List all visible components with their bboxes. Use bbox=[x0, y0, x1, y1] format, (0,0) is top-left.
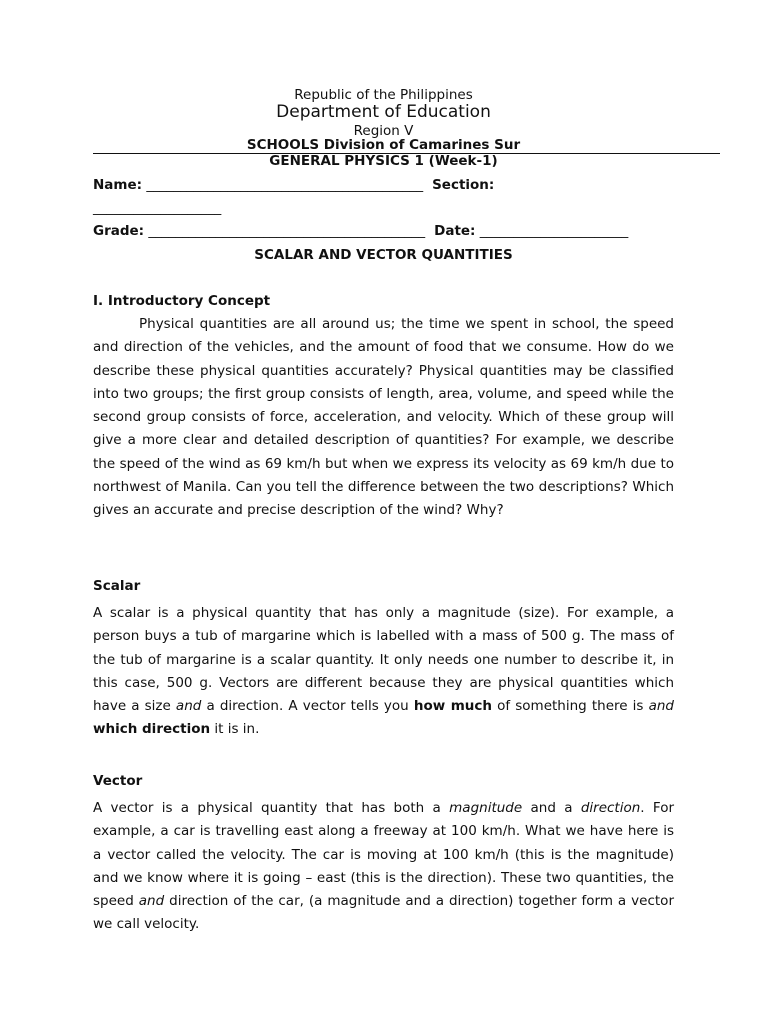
scalar-how-much: how much bbox=[413, 698, 493, 715]
grade-date-line bbox=[93, 223, 674, 239]
header-schools-division: SCHOOLS Division of Camarines Sur bbox=[246, 137, 521, 153]
header-republic: Republic of the Philippines bbox=[294, 87, 473, 103]
scalar-which-direction: which direction bbox=[93, 721, 211, 738]
vector-heading: Vector bbox=[93, 773, 143, 789]
vector-and-1: and bbox=[138, 893, 165, 910]
scalar-paragraph bbox=[93, 602, 674, 742]
vector-text-4: direction of the car, (a magnitude and a direction) together form a vector we call velocity. bbox=[93, 893, 674, 933]
name-blank: _________________________________________ bbox=[142, 177, 428, 193]
scalar-text-5: it is in. bbox=[210, 721, 260, 738]
vector-magnitude: magnitude bbox=[449, 800, 523, 816]
vector-paragraph bbox=[93, 797, 674, 937]
section-blank-line bbox=[93, 200, 674, 216]
document-title: SCALAR AND VECTOR QUANTITIES bbox=[254, 247, 513, 263]
name-label: Name: bbox=[93, 177, 143, 193]
name-section-line bbox=[93, 177, 674, 193]
scalar-and-1: and bbox=[175, 698, 202, 715]
header-department: Department of Education bbox=[276, 102, 491, 122]
vector-text-3: . For example, a car is travelling east along a freeway at 100 km/h. What we have here is a vector called the velocity. The car is moving at 100 km/h (this is the magnitude) and we know where it is going – east (this is the direction). These two quantities, the speed bbox=[93, 800, 675, 910]
grade-label: Grade: bbox=[93, 223, 145, 239]
section-label: Section: bbox=[427, 177, 495, 193]
scalar-text-2: a direction. A vector tells you bbox=[201, 698, 414, 715]
header-rule bbox=[93, 153, 720, 154]
scalar-and-2: and bbox=[648, 698, 674, 715]
header-region: Region V bbox=[353, 123, 414, 139]
vector-text-1: A vector is a physical quantity that has both a bbox=[93, 800, 450, 816]
date-blank: ______________________ bbox=[475, 223, 629, 239]
vector-text-2: and a bbox=[522, 800, 581, 816]
intro-paragraph: Physical quantities are all around us; the time we spent in school, the speed and direction of the vehicles, and the amount of food that we consume. How do we describe these physical quantities accurately? Physical quantities may be classified into two groups; the first group consists of length, area, volume, and speed while the second group consists of force, acceleration, and velocity. Which of these group will give a more clear and detailed description of quantities? For example, we describe the speed of the wind as 69 km/h but when we express its velocity as 69 km/h due to northwest of Manila. Can you tell the difference between the two descriptions? Which gives an accurate and precise description of the wind? Why? bbox=[93, 316, 674, 519]
header-course: GENERAL PHYSICS 1 (Week-1) bbox=[269, 153, 498, 169]
section-blank: ___________________ bbox=[93, 200, 222, 216]
vector-direction: direction bbox=[580, 800, 641, 816]
scalar-text-1: A scalar is a physical quantity that has only a magnitude (size). For example, a person buys a tub of margarine which is labelled with a mass of 500 g. The mass of the tub of margarine is a scalar quantity. It only needs one number to describe it, in this case, 500 g. Vectors are different because they are physical quantities which have a size bbox=[93, 605, 674, 715]
scalar-heading: Scalar bbox=[93, 578, 141, 594]
intro-heading: I. Introductory Concept bbox=[93, 293, 271, 309]
grade-blank: _________________________________________ bbox=[144, 223, 430, 239]
scalar-text-3: of something there is bbox=[492, 698, 649, 715]
date-label: Date: bbox=[429, 223, 476, 239]
